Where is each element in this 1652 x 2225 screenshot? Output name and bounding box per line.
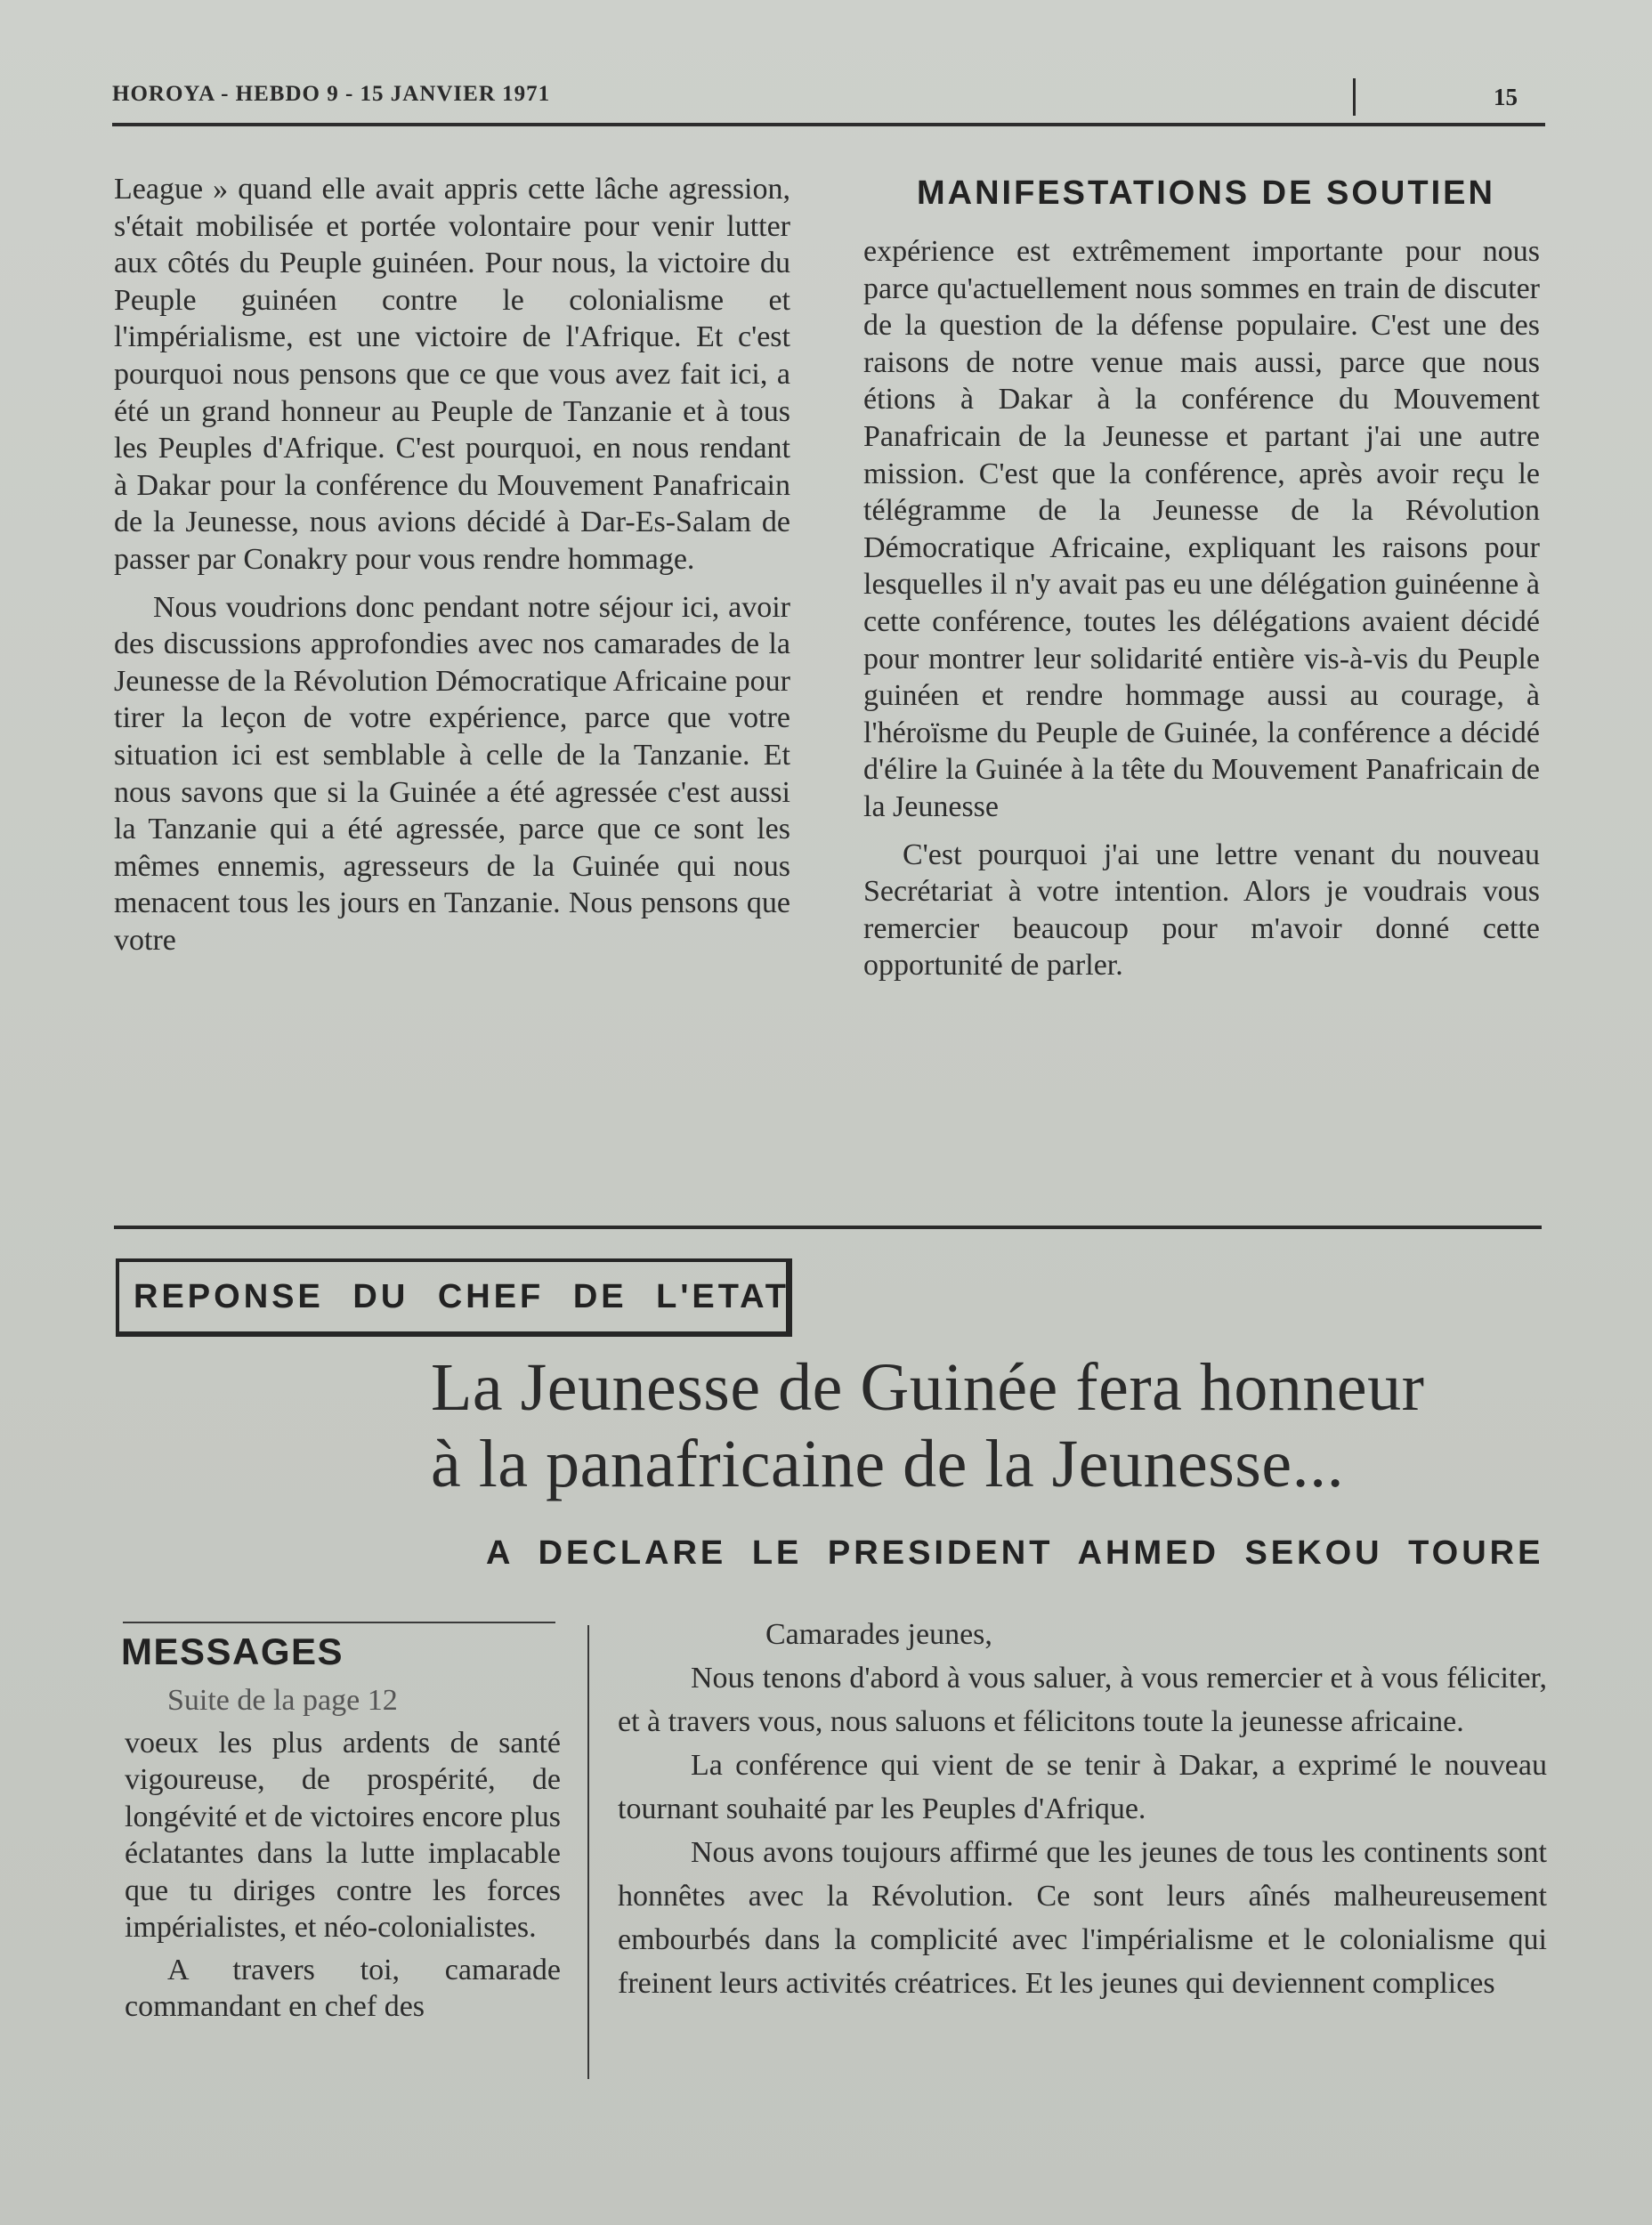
messages-column <box>125 1682 561 2031</box>
paragraph: La conférence qui vient de se tenir à Dakar, a exprimé le nouveau tournant souhaité par les Peuples d'Afrique. <box>618 1749 1547 1825</box>
headline-line-2: à la panafricaine de la Jeunesse... <box>431 1427 1345 1501</box>
header-rule <box>112 123 1545 126</box>
paragraph: C'est pourquoi j'ai une lettre venant du nouveau Secrétariat à votre intention. Alors je voudrais vous remercier beaucoup pour m'avoir donné cette opportunité de parler. <box>863 837 1540 983</box>
headline-line-1: La Jeunesse de Guinée fera honneur <box>431 1350 1425 1425</box>
page-number: 15 <box>1494 84 1518 110</box>
section-heading-soutien: MANIFESTATIONS DE SOUTIEN <box>917 174 1495 212</box>
column-separator <box>587 1625 589 2079</box>
headline <box>431 1349 1543 1502</box>
speech-greeting: Camarades jeunes, <box>765 1618 992 1651</box>
speech-column <box>618 1613 1547 2005</box>
paragraph: League » quand elle avait appris cette lâche agression, s'était mobilisée et portée volontaire pour venir lutter aux côtés du Peuple guinéen. Pour nous, la victoire du Peuple guinéen contre le colonialisme et l'impérialisme, est une victoire de l'Afrique. Et c'est pourquoi nous pensons que ce que vous avez fait ici, a été un grand honneur au Peuple de Tanzanie et à tous les Peuples d'Afrique. C'est pourquoi, en nous rendant à Dakar pour la conférence du Mouvement Panafricain de la Jeunesse, nous avions décidé à Dar-Es-Salam de passer par Conakry pour vous rendre hommage. <box>114 173 790 576</box>
paragraph: Nous tenons d'abord à vous saluer, à vous remercier et à vous féliciter, et à travers vous, nous saluons et félicitons toute la jeunesse africaine. <box>618 1662 1547 1738</box>
article-column-left <box>114 171 790 969</box>
header-divider <box>1353 78 1356 116</box>
paragraph: Nous avons toujours affirmé que les jeunes de tous les continents sont honnêtes avec la Révolution. Ce sont leurs aînés malheureusement embourbés dans la complicité avec l'impérialisme et le colonialisme qui freinent leurs activités créatrices. Et les jeunes qui deviennent complices <box>618 1836 1547 2000</box>
paragraph: A travers toi, camarade commandant en chef des <box>125 1953 561 2023</box>
section-divider <box>114 1226 1542 1229</box>
continuation-note: Suite de la page 12 <box>167 1684 398 1717</box>
paragraph: voeux les plus ardents de santé vigoureuse, de prospérité, de longévité et de victoires encore plus éclatantes dans la lutte implacable que tu diriges contre les forces impérialistes, et néo-colonialistes. <box>125 1726 561 1944</box>
page-header-title: HOROYA - HEBDO 9 - 15 JANVIER 1971 <box>112 82 551 106</box>
reponse-label: REPONSE DU CHEF DE L'ETAT <box>134 1278 790 1315</box>
article-column-right <box>863 233 1540 995</box>
headline-subtitle: A DECLARE LE PRESIDENT AHMED SEKOU TOURE <box>486 1534 1544 1572</box>
messages-heading: MESSAGES <box>121 1630 344 1672</box>
messages-rule <box>123 1622 555 1623</box>
paragraph: expérience est extrêmement importante pour nous parce qu'actuellement nous sommes en train de discuter de la question de la défense populaire. C'est une des raisons de notre venue mais aussi, parce que nous étions à Dakar à la conférence du Mouvement Panafricain de la Jeunesse et partant j'ai une autre mission. C'est que la conférence, après avoir reçu le télégramme de la Jeunesse de la Révolution Démocratique Africaine, expliquant les raisons pour lesquelles il n'y avait pas eu une délégation guinéenne à cette conférence, toutes les délégations avaient décidé pour montrer leur solidarité entière vis-à-vis du Peuple guinéen et rendre hommage aussi au courage, à l'héroïsme du Peuple de Guinée, la conférence a décidé d'élire la Guinée à la tête du Mouvement Panafricain de la Jeunesse <box>863 235 1540 823</box>
paragraph: Nous voudrions donc pendant notre séjour ici, avoir des discussions approfondies avec nos camarades de la Jeunesse de la Révolution Démocratique Africaine pour tirer la leçon de votre expérience, parce que votre situation ici est semblable à celle de la Tanzanie. Et nous savons que si la Guinée a été agressée c'est aussi la Tanzanie qui a été agressée, parce que ce sont les mêmes ennemis, agresseurs de la Guinée qui nous menacent tous les jours en Tanzanie. Nous pensons que votre <box>114 590 790 957</box>
